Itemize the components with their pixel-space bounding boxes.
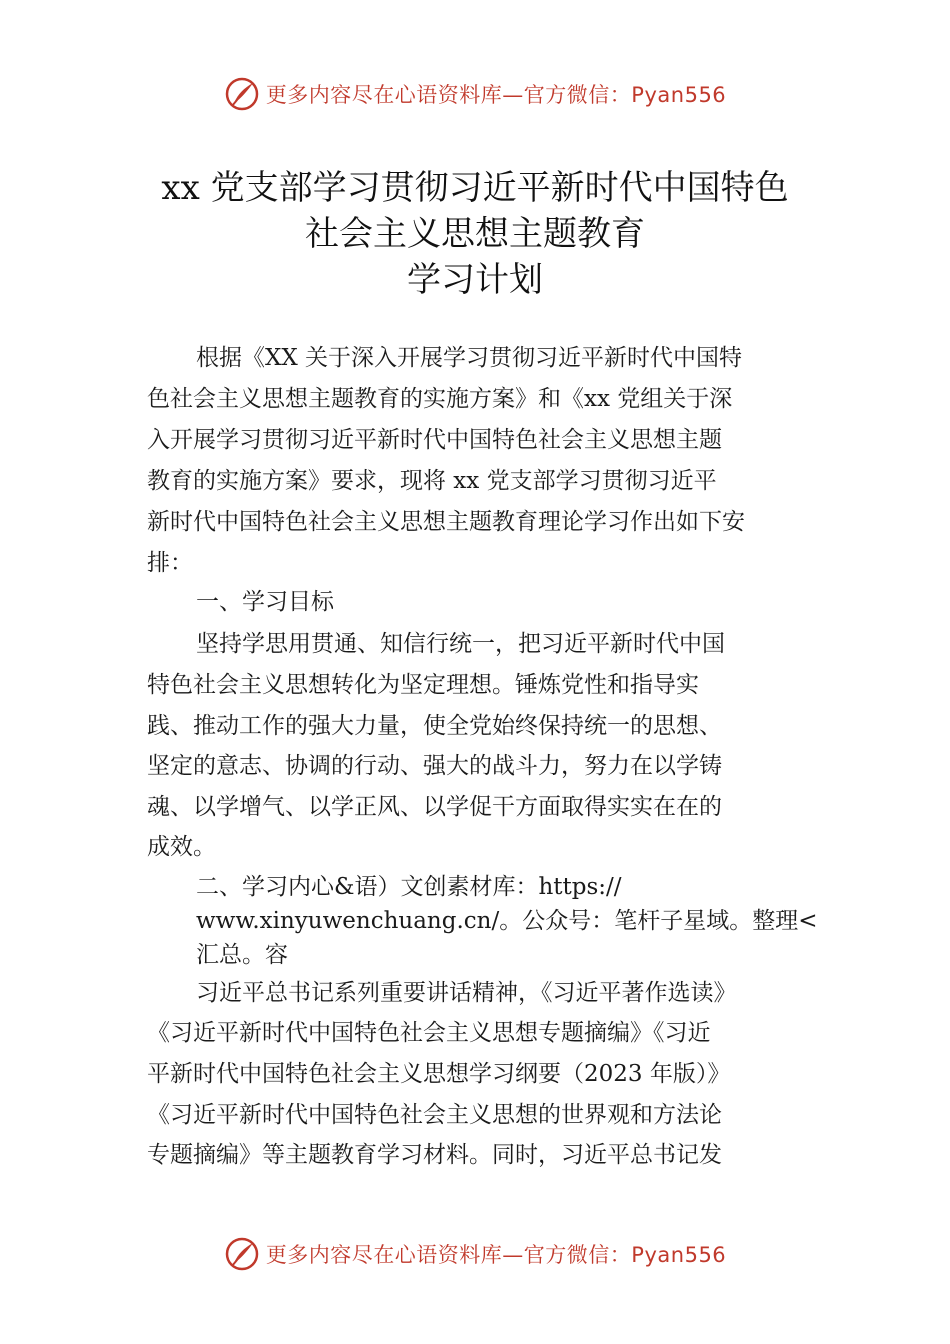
document-title-line-2: 社会主义思想主题教育 — [305, 214, 645, 254]
body-line: 特色社会主义思想转化为坚定理想。锤炼党性和指导实 — [147, 672, 699, 698]
quill-logo-icon — [224, 1236, 260, 1272]
watermark-banner-top — [0, 72, 950, 116]
body-line: www.xinyuwenchuang.cn/。公众号：笔杆子星域。整理< — [196, 908, 818, 934]
document-title-line-1: xx 党支部学习贯彻习近平新时代中国特色 — [161, 168, 789, 208]
section-heading: 一、学习目标 — [196, 589, 334, 615]
body-line: 《习近平新时代中国特色社会主义思想专题摘编》《习近 — [147, 1020, 711, 1046]
quill-logo-icon — [224, 76, 260, 112]
watermark-text: 更多内容尽在心语资料库—官方微信：Pyan556 — [265, 1243, 727, 1267]
body-line: 平新时代中国特色社会主义思想学习纲要（2023 年版）》 — [147, 1061, 731, 1087]
watermark-text: 更多内容尽在心语资料库—官方微信：Pyan556 — [265, 83, 727, 107]
body-line: 坚定的意志、协调的行动、强大的战斗力，努力在以学铸 — [147, 753, 722, 779]
body-line: 色社会主义思想主题教育的实施方案》和《xx 党组关于深 — [147, 386, 733, 412]
body-line: 《习近平新时代中国特色社会主义思想的世界观和方法论 — [147, 1102, 722, 1128]
body-line: 新时代中国特色社会主义思想主题教育理论学习作出如下安 — [147, 509, 745, 535]
body-line: 践、推动工作的强大力量，使全党始终保持统一的思想、 — [147, 713, 722, 739]
section-heading: 二、学习内心&语）文创素材库：https:// — [196, 874, 622, 900]
body-line: 汇总。容 — [196, 942, 288, 968]
body-line: 专题摘编》等主题教育学习材料。同时，习近平总书记发 — [147, 1142, 722, 1168]
body-line: 魂、以学增气、以学正风、以学促干方面取得实实在在的 — [147, 794, 722, 820]
watermark-banner-bottom — [0, 1232, 950, 1276]
body-line: 入开展学习贯彻习近平新时代中国特色社会主义思想主题 — [147, 427, 722, 453]
body-line: 根据《XX 关于深入开展学习贯彻习近平新时代中国特 — [196, 345, 743, 371]
body-line: 习近平总书记系列重要讲话精神，《习近平著作选读》 — [196, 980, 737, 1006]
document-title-line-3: 学习计划 — [407, 260, 543, 300]
body-line: 教育的实施方案》要求，现将 xx 党支部学习贯彻习近平 — [147, 468, 717, 494]
body-line: 成效。 — [147, 834, 216, 860]
body-line: 坚持学思用贯通、知信行统一，把习近平新时代中国 — [196, 631, 725, 657]
body-line: 排： — [147, 550, 193, 576]
